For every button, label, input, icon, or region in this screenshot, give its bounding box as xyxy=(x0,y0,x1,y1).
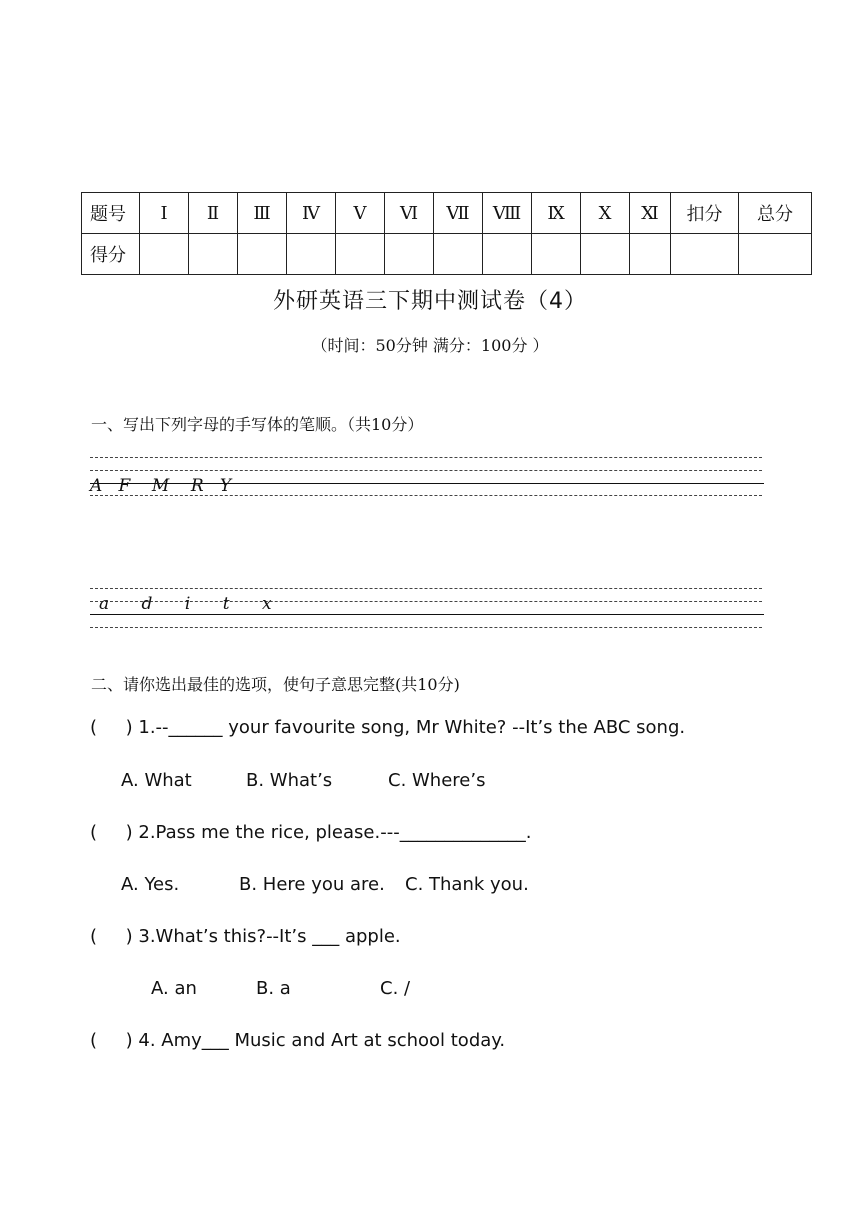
score-table xyxy=(81,192,812,275)
score-cell[interactable] xyxy=(739,234,812,275)
question-2: ( ) 2.Pass me the rice, please.---______________. xyxy=(90,822,532,843)
col-header: Ⅳ xyxy=(287,193,336,234)
col-header: Ⅰ xyxy=(140,193,189,234)
col-header: Ⅹ xyxy=(581,193,630,234)
score-cell[interactable] xyxy=(336,234,385,275)
q3-option-a[interactable]: A. an xyxy=(151,978,197,999)
q2-option-c[interactable]: C. Thank you. xyxy=(405,874,529,895)
score-cell[interactable] xyxy=(140,234,189,275)
score-cell[interactable] xyxy=(581,234,630,275)
section2-heading: 二、请你选出最佳的选项，使句子意思完整(共10分) xyxy=(91,675,460,694)
score-cell[interactable] xyxy=(630,234,671,275)
header-label: 题号 xyxy=(82,193,140,234)
score-cell[interactable] xyxy=(287,234,336,275)
guide-line-dashed xyxy=(90,627,762,628)
col-header: Ⅺ xyxy=(630,193,671,234)
score-cell[interactable] xyxy=(385,234,434,275)
question-1: ( ) 1.--______ your favourite song, Mr White? --It’s the ABC song. xyxy=(90,717,686,738)
col-header: Ⅱ xyxy=(189,193,238,234)
col-header: Ⅲ xyxy=(238,193,287,234)
col-header: Ⅵ xyxy=(385,193,434,234)
q3-option-b[interactable]: B. a xyxy=(256,978,291,999)
col-header: Ⅴ xyxy=(336,193,385,234)
score-cell[interactable] xyxy=(434,234,483,275)
section1-heading: 一、写出下列字母的手写体的笔顺。（共10分） xyxy=(91,415,424,434)
page-title: 外研英语三下期中测试卷（4） xyxy=(273,289,587,314)
score-table-header-row xyxy=(82,193,812,234)
guide-line-dashed xyxy=(90,588,762,589)
question-3: ( ) 3.What’s this?--It’s ___ apple. xyxy=(90,926,401,947)
q2-option-a[interactable]: A. Yes. xyxy=(121,874,180,895)
guide-line-dashed xyxy=(90,470,762,471)
score-label: 得分 xyxy=(82,234,140,275)
col-header: Ⅷ xyxy=(483,193,532,234)
guide-line-solid xyxy=(90,614,764,615)
score-cell[interactable] xyxy=(483,234,532,275)
col-header: 扣分 xyxy=(671,193,739,234)
score-table-score-row xyxy=(82,234,812,275)
page-subtitle: （时间：50分钟 满分：100分 ） xyxy=(311,336,549,355)
col-header: Ⅶ xyxy=(434,193,483,234)
q1-option-c[interactable]: C. Where’s xyxy=(388,770,486,791)
letters-row1: A F M R Y xyxy=(90,476,232,496)
score-cell[interactable] xyxy=(532,234,581,275)
q3-option-c[interactable]: C. / xyxy=(380,978,411,999)
score-cell[interactable] xyxy=(238,234,287,275)
question-4: ( ) 4. Amy___ Music and Art at school today. xyxy=(90,1030,506,1051)
score-cell[interactable] xyxy=(189,234,238,275)
q1-option-a[interactable]: A. What xyxy=(121,770,192,791)
guide-line-dashed xyxy=(90,457,762,458)
score-cell[interactable] xyxy=(671,234,739,275)
col-header: Ⅸ xyxy=(532,193,581,234)
q1-option-b[interactable]: B. What’s xyxy=(246,770,333,791)
col-header: 总分 xyxy=(739,193,812,234)
q2-option-b[interactable]: B. Here you are. xyxy=(239,874,385,895)
letters-row2: a d i t x xyxy=(99,594,272,614)
